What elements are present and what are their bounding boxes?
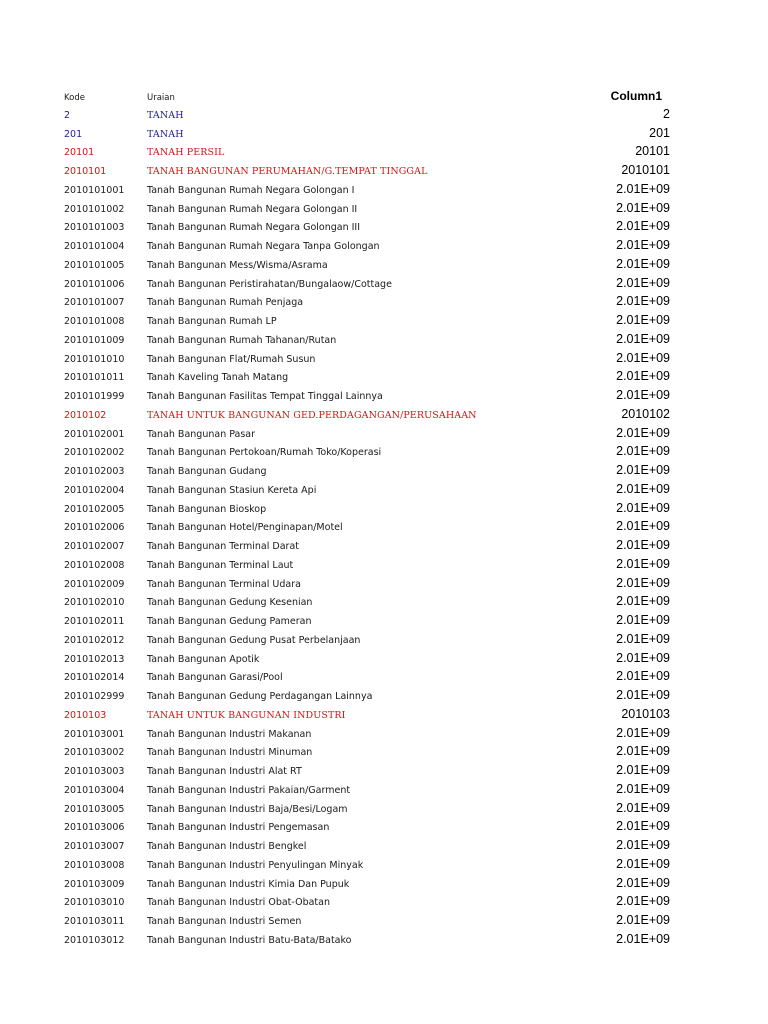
- cell-column1: 2.01E+09: [616, 631, 670, 646]
- cell-kode: 2010102001: [64, 428, 125, 440]
- cell-uraian: Tanah Bangunan Gudang: [147, 466, 267, 477]
- cell-column1: 2.01E+09: [616, 894, 670, 909]
- cell-column1: 2.01E+09: [616, 913, 670, 927]
- cell-column1: 20101: [635, 144, 670, 159]
- table-row: [0, 519, 768, 538]
- table-row: [0, 632, 768, 651]
- cell-uraian: Tanah Bangunan Terminal Laut: [147, 559, 294, 571]
- cell-uraian: Tanah Bangunan Fasilitas Tempat Tinggal Lainnya: [147, 391, 383, 402]
- cell-column1: 2.01E+09: [616, 856, 670, 871]
- cell-uraian: Tanah Bangunan Rumah Tahanan/Rutan: [147, 334, 337, 346]
- table-row: [0, 594, 768, 613]
- cell-column1: 2.01E+09: [616, 294, 670, 309]
- cell-kode: 2010102003: [64, 466, 125, 477]
- cell-kode: 2010103009: [64, 878, 125, 890]
- cell-uraian: Tanah Bangunan Industri Penyulingan Minyak: [147, 859, 364, 871]
- cell-kode: 2010103002: [64, 747, 125, 759]
- table-row: [0, 688, 768, 707]
- cell-uraian: Tanah Bangunan Industri Kimia Dan Pupuk: [147, 878, 350, 890]
- cell-kode: 2010101005: [64, 259, 125, 271]
- header-row: [0, 88, 768, 107]
- table-row: [0, 407, 768, 426]
- cell-kode: 2: [64, 109, 71, 121]
- cell-kode: 2010103006: [64, 822, 125, 834]
- cell-uraian: Tanah Bangunan Bioskop: [147, 503, 267, 515]
- cell-column1: 2.01E+09: [616, 669, 670, 684]
- cell-uraian: Tanah Bangunan Gedung Kesenian: [147, 597, 313, 609]
- cell-column1: 2.01E+09: [616, 481, 670, 496]
- cell-kode: 2010102007: [64, 541, 125, 552]
- table-row: [0, 388, 768, 407]
- cell-uraian: Tanah Bangunan Stasiun Kereta Api: [147, 484, 317, 496]
- cell-kode: 2010101002: [64, 203, 125, 215]
- cell-column1: 2.01E+09: [616, 688, 670, 702]
- cell-kode: 2010103003: [64, 766, 125, 777]
- cell-kode: 2010101003: [64, 222, 125, 234]
- cell-uraian: Tanah Bangunan Rumah Negara Golongan III: [147, 222, 361, 234]
- cell-column1: 2010102: [621, 406, 670, 421]
- cell-column1: 2.01E+09: [616, 181, 670, 196]
- cell-column1: 2.01E+09: [616, 463, 670, 477]
- cell-kode: 2010102014: [64, 672, 125, 684]
- cell-uraian: TANAH UNTUK BANGUNAN INDUSTRI: [147, 709, 346, 721]
- cell-kode: 2010102011: [64, 616, 125, 627]
- cell-kode: 2010102004: [64, 484, 125, 496]
- cell-uraian: Tanah Bangunan Pasar: [147, 428, 256, 440]
- table-row: [0, 801, 768, 820]
- cell-kode: 2010101007: [64, 297, 125, 309]
- cell-uraian: Tanah Bangunan Rumah Negara Golongan I: [147, 184, 355, 196]
- cell-kode: 2010103010: [64, 897, 125, 909]
- cell-uraian: TANAH PERSIL: [147, 147, 225, 159]
- table-row: [0, 201, 768, 220]
- cell-kode: 2010102: [64, 409, 107, 421]
- cell-uraian: Tanah Bangunan Garasi/Pool: [147, 672, 283, 684]
- cell-kode: 2010102006: [64, 522, 125, 534]
- cell-column1: 2.01E+09: [616, 369, 670, 384]
- header-uraian: Uraian: [147, 93, 175, 103]
- cell-uraian: Tanah Bangunan Gedung Pameran: [147, 616, 312, 627]
- table-row: [0, 501, 768, 520]
- cell-kode: 2010101011: [64, 372, 125, 384]
- table-row: [0, 163, 768, 182]
- table-row: [0, 351, 768, 370]
- cell-column1: 2.01E+09: [616, 931, 670, 946]
- cell-kode: 2010103005: [64, 803, 125, 815]
- cell-uraian: Tanah Bangunan Terminal Darat: [147, 541, 299, 552]
- cell-column1: 2.01E+09: [616, 444, 670, 459]
- table-row: [0, 763, 768, 782]
- cell-uraian: Tanah Bangunan Industri Obat-Obatan: [147, 897, 330, 909]
- cell-kode: 2010103004: [64, 784, 125, 796]
- table-row: [0, 669, 768, 688]
- cell-column1: 2.01E+09: [616, 538, 670, 552]
- cell-uraian: Tanah Bangunan Industri Minuman: [147, 747, 313, 759]
- cell-column1: 2.01E+09: [616, 819, 670, 834]
- table-row: [0, 463, 768, 482]
- table-row: [0, 894, 768, 913]
- table-row: [0, 482, 768, 501]
- cell-column1: 2.01E+09: [616, 575, 670, 590]
- cell-kode: 2010101001: [64, 184, 125, 196]
- cell-uraian: Tanah Bangunan Rumah Negara Golongan II: [147, 203, 358, 215]
- table-row: [0, 613, 768, 632]
- cell-kode: 2010102012: [64, 634, 125, 646]
- cell-kode: 2010103007: [64, 841, 125, 852]
- table-row: [0, 819, 768, 838]
- table-row: [0, 219, 768, 238]
- cell-uraian: Tanah Bangunan Pertokoan/Rumah Toko/Koperasi: [147, 447, 382, 459]
- table-row: [0, 538, 768, 557]
- table-row: [0, 782, 768, 801]
- table-row: [0, 369, 768, 388]
- cell-uraian: Tanah Bangunan Rumah Negara Tanpa Golongan: [147, 241, 380, 252]
- header-kode: Kode: [64, 93, 85, 103]
- table-row: [0, 276, 768, 295]
- cell-column1: 2.01E+09: [616, 744, 670, 759]
- cell-kode: 2010102009: [64, 578, 125, 590]
- cell-uraian: Tanah Bangunan Apotik: [147, 653, 260, 665]
- cell-column1: 2.01E+09: [616, 875, 670, 890]
- header-column1: Column1: [610, 89, 662, 103]
- table-row: [0, 838, 768, 857]
- cell-column1: 2.01E+09: [616, 238, 670, 252]
- table-row: [0, 744, 768, 763]
- cell-uraian: Tanah Bangunan Industri Makanan: [147, 728, 312, 740]
- cell-column1: 2.01E+09: [616, 425, 670, 440]
- table-row: [0, 576, 768, 595]
- cell-column1: 2: [663, 106, 670, 121]
- cell-uraian: TANAH BANGUNAN PERUMAHAN/G.TEMPAT TINGGAL: [147, 166, 428, 177]
- cell-uraian: Tanah Bangunan Hotel/Penginapan/Motel: [147, 522, 343, 534]
- table-row: [0, 444, 768, 463]
- cell-kode: 201: [64, 128, 83, 140]
- cell-kode: 2010103012: [64, 934, 125, 946]
- cell-column1: 2.01E+09: [616, 800, 670, 815]
- cell-column1: 2.01E+09: [616, 256, 670, 271]
- cell-kode: 2010102999: [64, 691, 125, 702]
- cell-kode: 2010102005: [64, 503, 125, 515]
- cell-column1: 2.01E+09: [616, 594, 670, 609]
- table-row: [0, 257, 768, 276]
- table-row: [0, 182, 768, 201]
- table-row: [0, 126, 768, 145]
- cell-kode: 2010102010: [64, 597, 125, 609]
- table-row: [0, 707, 768, 726]
- table-row: [0, 557, 768, 576]
- table-body: [0, 107, 768, 951]
- cell-kode: 20101: [64, 147, 95, 159]
- cell-kode: 2010101: [64, 166, 107, 177]
- cell-uraian: Tanah Bangunan Gedung Perdagangan Lainnya: [147, 691, 373, 702]
- cell-kode: 2010101006: [64, 278, 125, 290]
- table-row: [0, 238, 768, 257]
- table-row: [0, 313, 768, 332]
- table-row: [0, 107, 768, 126]
- cell-column1: 2.01E+09: [616, 650, 670, 665]
- cell-uraian: Tanah Kaveling Tanah Matang: [147, 372, 289, 384]
- cell-uraian: Tanah Bangunan Industri Semen: [147, 916, 302, 927]
- cell-uraian: Tanah Bangunan Industri Batu-Bata/Batako: [147, 934, 352, 946]
- cell-kode: 2010103011: [64, 916, 125, 927]
- table-row: [0, 651, 768, 670]
- table-row: [0, 426, 768, 445]
- cell-kode: 2010103008: [64, 859, 125, 871]
- cell-column1: 2.01E+09: [616, 331, 670, 346]
- cell-column1: 2.01E+09: [616, 350, 670, 365]
- cell-uraian: Tanah Bangunan Peristirahatan/Bungalaow/Cottage: [147, 278, 392, 290]
- cell-uraian: Tanah Bangunan Rumah Penjaga: [147, 297, 304, 309]
- cell-column1: 2.01E+09: [616, 556, 670, 571]
- table-row: [0, 144, 768, 163]
- cell-column1: 2010101: [621, 163, 670, 177]
- table-row: [0, 726, 768, 745]
- cell-uraian: Tanah Bangunan Flat/Rumah Susun: [147, 353, 316, 365]
- cell-column1: 2.01E+09: [616, 763, 670, 777]
- cell-uraian: Tanah Bangunan Industri Alat RT: [147, 766, 302, 777]
- table-row: [0, 932, 768, 951]
- cell-uraian: TANAH UNTUK BANGUNAN GED.PERDAGANGAN/PERUSAHAAN: [147, 409, 477, 421]
- cell-column1: 2.01E+09: [616, 313, 670, 327]
- cell-uraian: Tanah Bangunan Industri Pengemasan: [147, 822, 330, 834]
- cell-uraian: Tanah Bangunan Terminal Udara: [147, 578, 301, 590]
- cell-uraian: Tanah Bangunan Gedung Pusat Perbelanjaan: [147, 634, 361, 646]
- cell-column1: 2.01E+09: [616, 838, 670, 852]
- cell-column1: 2.01E+09: [616, 500, 670, 515]
- cell-uraian: TANAH: [147, 109, 184, 121]
- table-row: [0, 876, 768, 895]
- cell-column1: 2.01E+09: [616, 725, 670, 740]
- cell-uraian: Tanah Bangunan Industri Pakaian/Garment: [147, 784, 351, 796]
- cell-kode: 2010102013: [64, 653, 125, 665]
- cell-column1: 2.01E+09: [616, 388, 670, 402]
- cell-column1: 2.01E+09: [616, 200, 670, 215]
- cell-uraian: Tanah Bangunan Rumah LP: [147, 316, 277, 327]
- cell-kode: 2010101999: [64, 391, 125, 402]
- cell-kode: 2010103001: [64, 728, 125, 740]
- cell-column1: 2.01E+09: [616, 219, 670, 234]
- cell-column1: 2.01E+09: [616, 519, 670, 534]
- cell-kode: 2010101009: [64, 334, 125, 346]
- cell-kode: 2010101010: [64, 353, 125, 365]
- cell-uraian: Tanah Bangunan Mess/Wisma/Asrama: [147, 259, 328, 271]
- cell-kode: 2010101008: [64, 316, 125, 327]
- cell-column1: 2.01E+09: [616, 613, 670, 627]
- cell-column1: 2.01E+09: [616, 275, 670, 290]
- cell-column1: 2.01E+09: [616, 781, 670, 796]
- cell-kode: 2010102002: [64, 447, 125, 459]
- table-row: [0, 294, 768, 313]
- cell-column1: 201: [649, 125, 670, 140]
- table-row: [0, 913, 768, 932]
- table-row: [0, 332, 768, 351]
- table-row: [0, 857, 768, 876]
- cell-column1: 2010103: [621, 706, 670, 721]
- cell-kode: 2010101004: [64, 241, 125, 252]
- cell-uraian: TANAH: [147, 128, 184, 140]
- cell-uraian: Tanah Bangunan Industri Bengkel: [147, 841, 307, 852]
- cell-kode: 2010102008: [64, 559, 125, 571]
- cell-kode: 2010103: [64, 709, 107, 721]
- cell-uraian: Tanah Bangunan Industri Baja/Besi/Logam: [147, 803, 348, 815]
- spreadsheet-table: [0, 88, 768, 951]
